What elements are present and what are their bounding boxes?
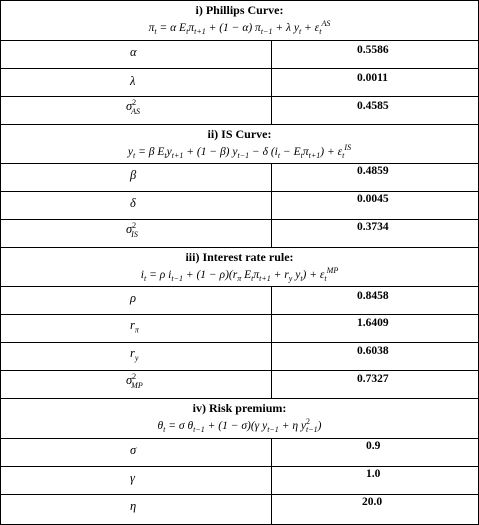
parameter-value: 0.8458 [357,290,389,302]
value-cell [272,315,478,342]
symbol-cell [1,287,272,314]
symbol-cell [1,41,272,68]
value-cell [272,97,478,124]
symbol-cell [1,164,272,191]
symbol-cell [1,343,272,370]
parameter-value: 20.0 [362,496,383,508]
section-title: iii) Interest rate rule: [185,250,294,264]
parameter-value: 0.0011 [357,72,388,84]
parameter-value: 0.3734 [357,221,389,233]
symbol-cell [1,371,272,398]
value-cell [272,41,478,68]
parameter-symbol: α [130,45,137,59]
parameter-symbol: $\sigma^2_{AS}$ [126,98,141,116]
symbol-cell [1,192,272,219]
parameter-value: 0.7327 [357,373,389,385]
value-cell [272,343,478,370]
symbol-cell [1,439,272,466]
symbol-cell [1,315,272,342]
table-row [1,315,478,343]
parameter-symbol: γ [130,471,135,485]
parameter-symbol: λ [130,74,136,88]
symbol-cell [1,467,272,494]
parameter-symbol: ρ [130,291,136,305]
section-title: i) Phillips Curve: [195,3,284,17]
parameter-symbol: δ [130,196,136,210]
parameter-value: 1.0 [366,468,381,480]
symbol-cell [1,97,272,124]
parameter-value: 1.6409 [357,317,389,329]
section-equation: $\pi_t = \alpha$ $E_t\pi_{t+1} + (1 - \alpha) \pi_{t-1} + \lambda$ $y_t + \varepsilon_t^{AS}$ [148,19,331,37]
section-header-is-curve [1,125,478,164]
symbol-cell [1,69,272,96]
parameter-value: 0.6038 [357,345,389,357]
section-header-risk-premium [1,399,478,439]
table-row [1,69,478,97]
value-cell [272,439,478,466]
value-cell [272,287,478,314]
parameter-symbol: $\sigma^2_{MP}$ [126,372,143,390]
section-equation: $\theta_t = \sigma$ $\theta_{t-1} + (1 - \sigma)(\gamma$ $y_{t-1} + \eta$ $y^2_{t-1}$) [157,417,322,435]
section-equation: $i_t = \rho$ $i_{t-1} + (1 - \rho)(r_\pi$ $E_t\pi_{t+1} + r_y$ $y_t) + \varepsilon_t^{MP}$ [140,266,339,284]
section-header-interest-rate-rule [1,248,478,287]
value-cell [272,371,478,398]
table-row [1,164,478,192]
parameter-symbol: σ [130,443,137,457]
parameter-symbol: β [130,168,137,182]
table-row [1,287,478,315]
value-cell [272,164,478,191]
value-cell [272,192,478,219]
symbol-cell [1,495,272,524]
section-header-phillips-curve [1,1,478,41]
value-cell [272,467,478,494]
table-row [1,343,478,371]
value-cell [272,220,478,247]
parameter-value: 0.0045 [357,193,389,205]
section-title: iv) Risk premium: [192,401,287,415]
table-row [1,371,478,399]
parameter-symbol: η [130,499,137,513]
table-row [1,41,478,69]
parameter-symbol: $r_\pi$ [130,318,139,335]
table-row [1,97,478,125]
table-row [1,439,478,467]
table-row [1,495,478,524]
table-row [1,192,478,220]
table-row [1,220,478,248]
parameter-value: 0.9 [366,440,381,452]
value-cell [272,495,478,524]
section-title: ii) IS Curve: [207,127,272,141]
parameter-symbol: $r_y$ [130,346,139,363]
symbol-cell [1,220,272,247]
parameter-symbol: $\sigma^2_{IS}$ [126,221,138,239]
parameter-value: 0.5586 [357,44,389,56]
parameter-value: 0.4859 [357,165,389,177]
parameter-value: 0.4585 [357,100,389,112]
value-cell [272,69,478,96]
section-equation: $y_t = \beta$ $E_ty_{t+1} + (1 - \beta) y_{t-1} - \delta$ $(i_t - E_t\pi_{t+1}) + \varepsilon_t^{IS}$ [127,143,352,161]
table-row [1,467,478,495]
